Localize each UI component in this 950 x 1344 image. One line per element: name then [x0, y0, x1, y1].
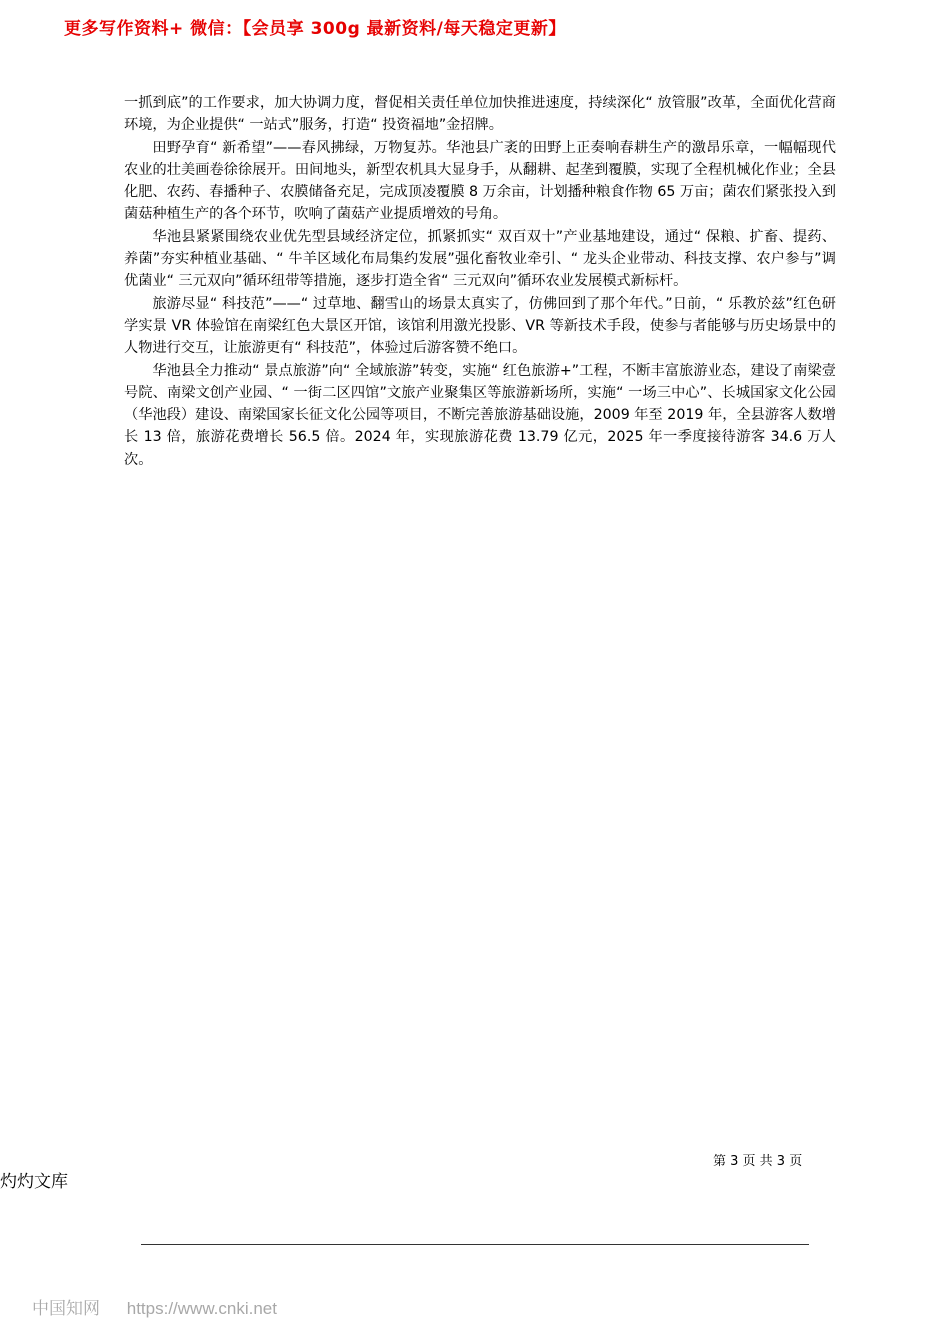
footer-divider [141, 1244, 809, 1245]
paragraph: 旅游尽显“ 科技范”——“ 过草地、翻雪山的场景太真实了，仿佛回到了那个年代。”日前，“ 乐教於兹”红色研学实景 VR 体验馆在南梁红色大景区开馆，该馆利用激光投影、VR 等新技术手段，使参与者能够与历史场景中的人物进行交互，让旅游更有“ 科技范”，体验过后游客赞不绝口。 [124, 295, 836, 357]
watermark [32, 1294, 277, 1319]
article-body [124, 92, 836, 471]
paragraph: 华池县紧紧围绕农业优先型县域经济定位，抓紧抓实“ 双百双十”产业基地建设，通过“ 保粮、扩畜、提药、养菌”夯实种植业基础、“ 牛羊区域化布局集约发展”强化畜牧业牵引、“ 龙头企业带动、科技支撑、农户参与”调优菌业“ 三元双向”循环纽带等措施，逐步打造全省“ 三元双向”循环农业发展模式新标杆。 [124, 228, 836, 290]
paragraph: 一抓到底”的工作要求，加大协调力度，督促相关责任单位加快推进速度，持续深化“ 放管服”改革，全面优化营商环境，为企业提供“ 一站式”服务，打造“ 投资福地”金招牌。 [124, 95, 836, 134]
watermark-site-name: 中国知网 [32, 1299, 100, 1318]
watermark-url: https://www.cnki.net [126, 1299, 277, 1318]
promo-banner: 更多写作资料+ 微信：【会员享 300g 最新资料/每天稳定更新】 [64, 19, 566, 39]
paragraph: 田野孕育“ 新希望”——春风拂绿，万物复苏。华池县广袤的田野上正奏响春耕生产的激昂乐章，一幅幅现代农业的壮美画卷徐徐展开。田间地头，新型农机具大显身手，从翻耕、起垄到覆膜，实现了全程机械化作业；全县化肥、农药、春播种子、农膜储备充足，完成顶凌覆膜 8 万余亩，计划播种粮食作物 65 万亩；菌农们紧张投入到菌菇种植生产的各个环节，吹响了菌菇产业提质增效的号角。 [124, 139, 836, 223]
library-name: 灼灼文库 [0, 1172, 68, 1192]
page-number: 第 3 页 共 3 页 [713, 1154, 803, 1169]
paragraph: 华池县全力推动“ 景点旅游”向“ 全域旅游”转变，实施“ 红色旅游+”工程，不断丰富旅游业态，建设了南梁壹号院、南梁文创产业园、“ 一街二区四馆”文旅产业聚集区等旅游新场所，实施“ 一场三中心”、长城国家文化公园（华池段）建设、南梁国家长征文化公园等项目，不断完善旅游基础设施，2009 年至 2019 年，全县游客人数增长 13 倍，旅游花费增长 56.5 倍。2024 年，实现旅游花费 13.79 亿元，2025 年一季度接待游客 34.6 万人次。 [124, 362, 836, 468]
